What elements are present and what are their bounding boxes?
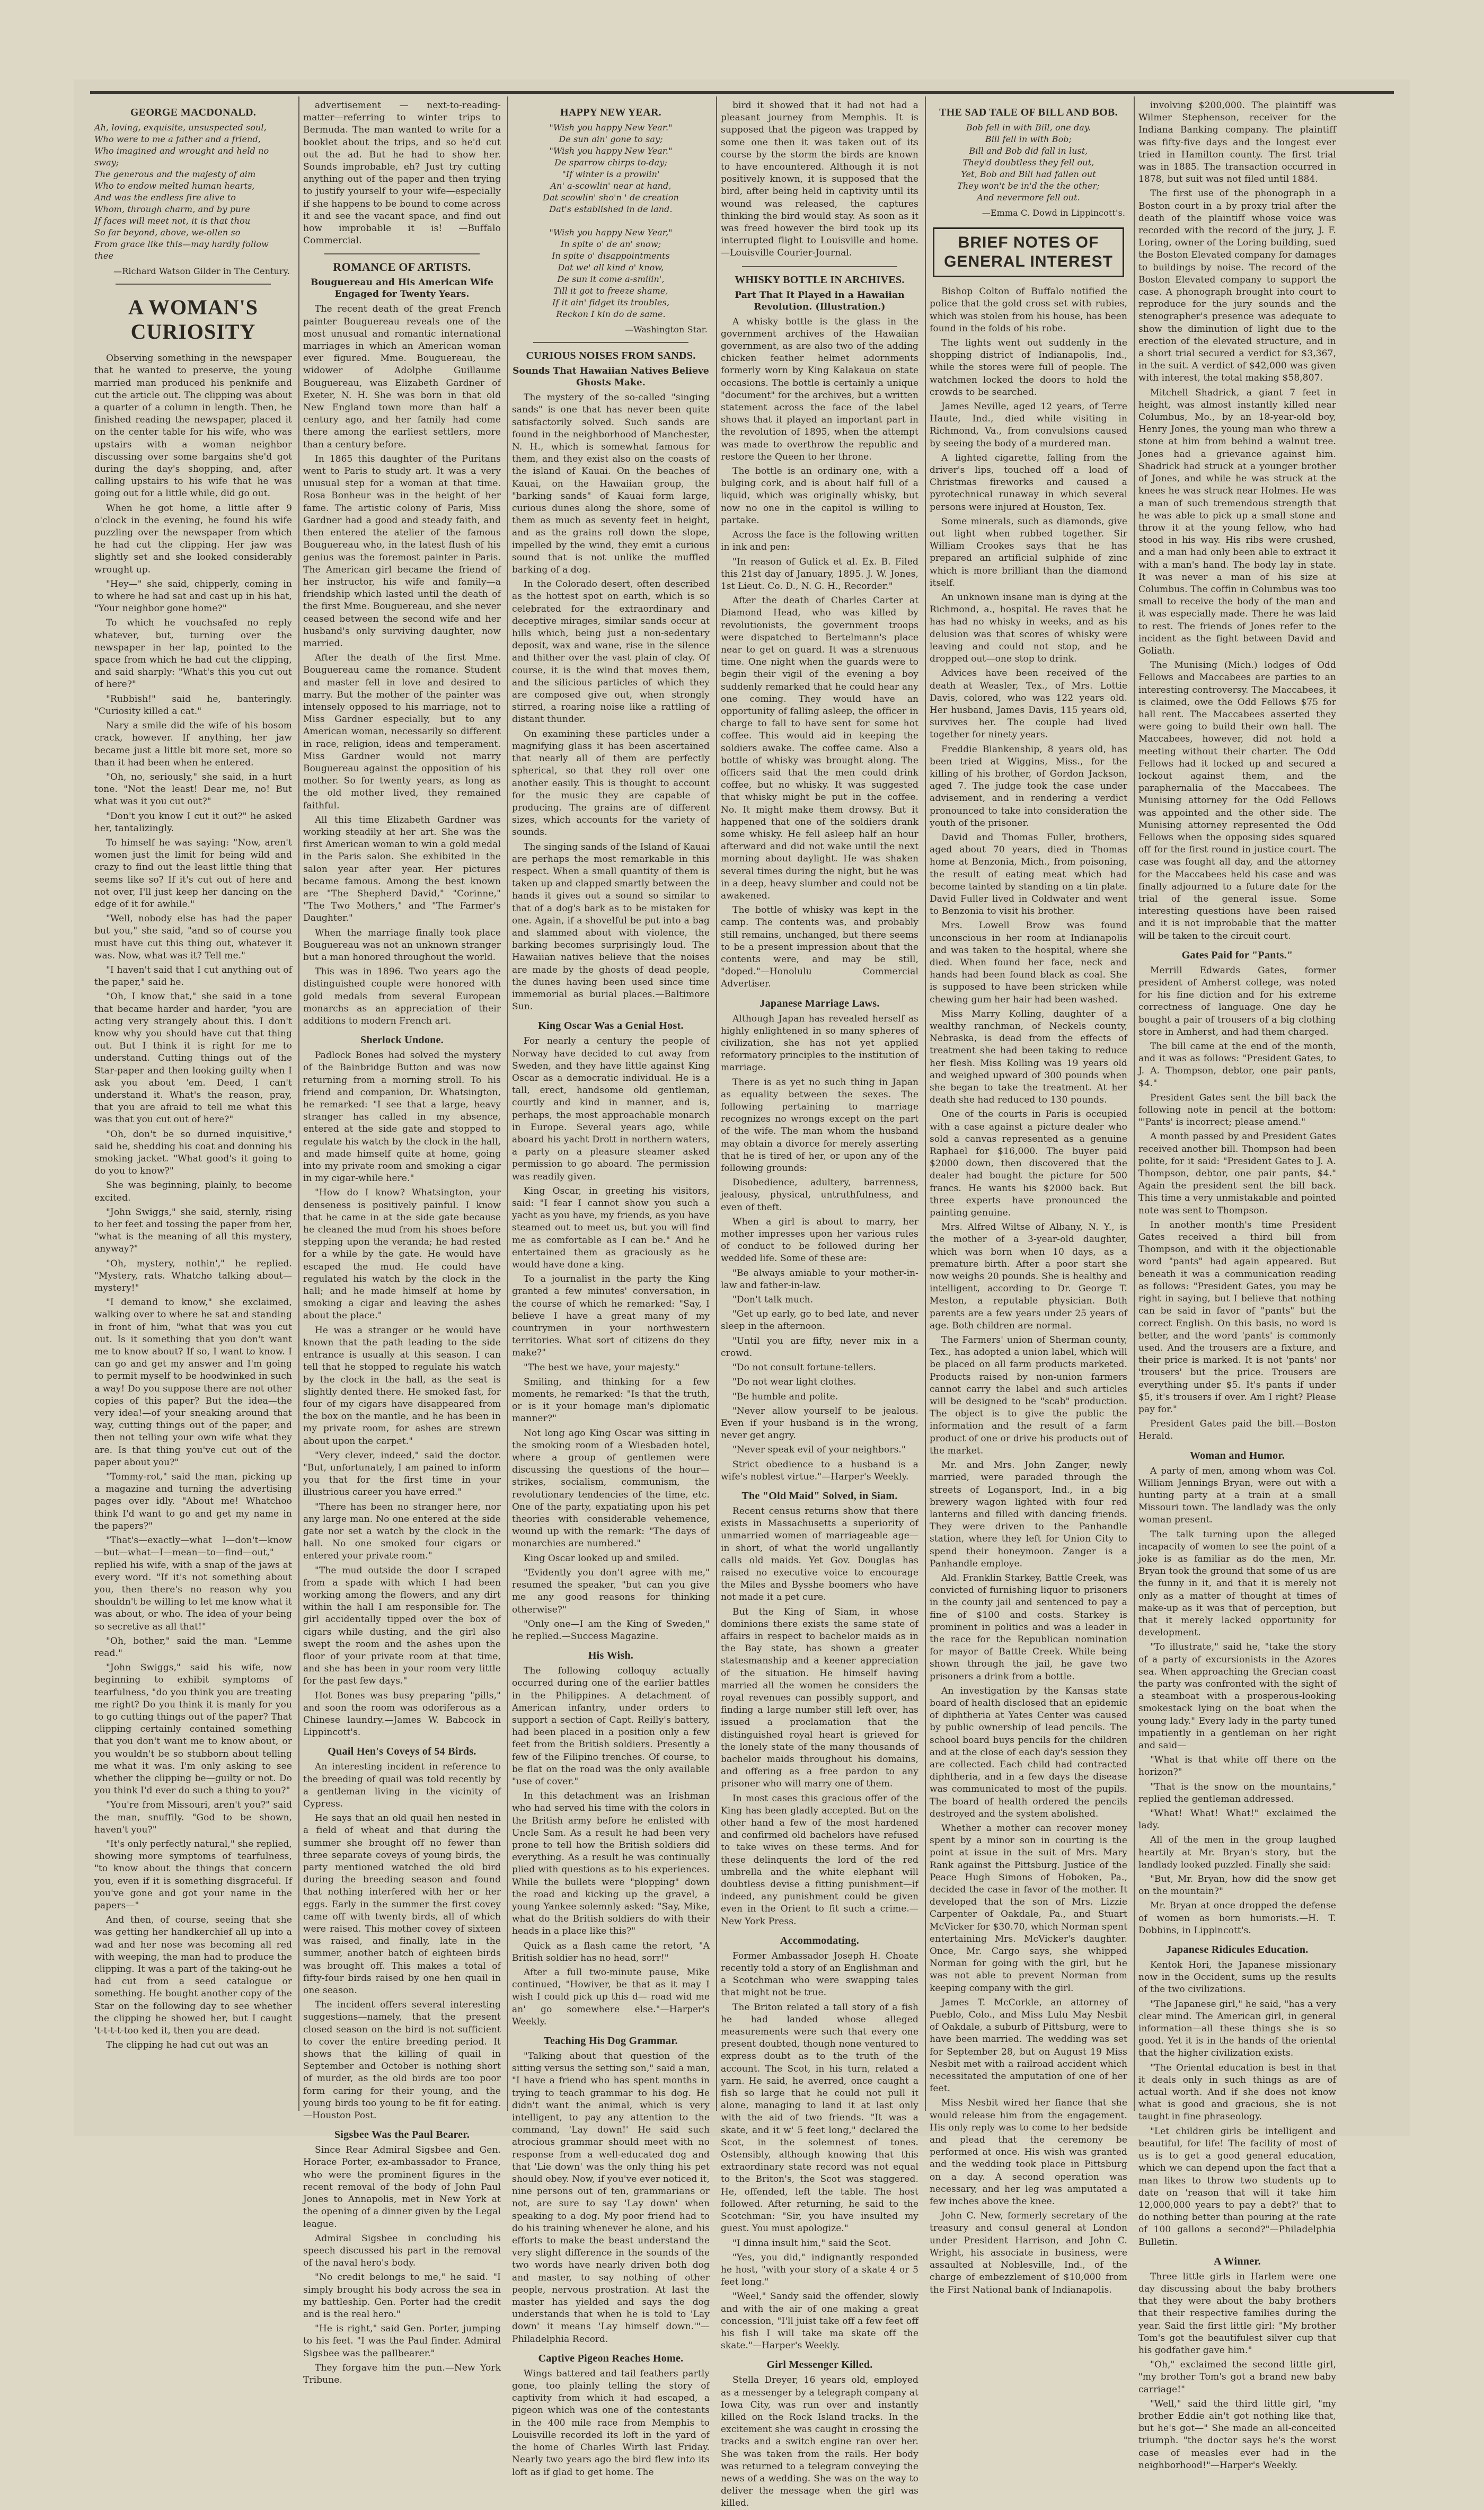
sherlock-title: Sherlock Undone. (360, 1034, 444, 1046)
paragraph: An interesting incident in reference to the breeding of quail was told recently by a gentleman living in the vicinity of Cypress. (303, 1762, 501, 1809)
paragraph: A party of men, among whom was Col. William Jennings Bryan, were out with a hunting party at a train at a small Missouri town. The landlady was the only woman present. (1138, 1465, 1336, 1526)
paragraph: "I demand to know," she exclaimed, walking over to where he sat and standing in front of him, "what that was you cut out. Is it something that you don't want me to know about? If so, I want to know. I can go and get my answer and I'm going to permit myself to be hoodwinked in such a way! Do you suppose there are not other copies of this paper? But the idea—the very idea!—of your sneaking around that way, cutting things out of the paper, and then not telling your own wife what they are. Is that thing you've cut out of the paper about you?" (94, 1297, 292, 1468)
whisky-title: WHISKY BOTTLE IN ARCHIVES. (735, 274, 905, 286)
pants-title: Gates Paid for "Pants." (1181, 949, 1293, 961)
paragraph: "Very clever, indeed," said the doctor. "But, unfortunately, I am pained to inform you that for the first time in your illustrious career you have erred." (303, 1450, 501, 1498)
wish-body (512, 1665, 710, 2028)
paragraph: The Munising (Mich.) lodges of Odd Fellows and Maccabees are parties to an interesting controversy. The Maccabees, it is claimed, owe the Odd Fellows $75 for hall rent. The Maccabees asserted they were going to build their own hall. The Maccabees, however, did not hold a meeting without their charter. The Odd Fellows had it locked up and secured a lockout against them, and the paraphernalia of the Maccabees. The Munising attorney for the Odd Fellows was appointed and the other side. The Munising attorney represented the Odd Fellows when the opposing sides squared off for the first round in justice court. The case was fought all day, and the attorney for the Maccabees held his case and was finally adjourned to a future date for the trial of the general issue. Some interesting questions have been raised and it is not improbable that the matter will be taken to the circuit court. (1138, 660, 1336, 941)
japan-education-title: Japanese Ridicules Education. (1166, 1944, 1309, 1956)
verse-line: In spite o' disappointments (552, 251, 670, 261)
continued-article (303, 100, 501, 247)
paragraph: President Gates paid the bill.—Boston Herald. (1138, 1419, 1336, 1442)
paragraph: "You're from Missouri, aren't you?" said the man, snuffily. "God to be shown, haven't you?" (94, 1800, 292, 1835)
verse-line: Who imagined and wrought and held no (94, 146, 269, 156)
paragraph: Padlock Bones had solved the mystery of the Bainbridge Button and was now returning from a morning stroll. To his friend and companion, Dr. Whatsington, he remarked: "I see that a large, heavy stranger has called in my absence, entered at the side gate and stopped to regulate his watch by the clock in the hall, and made himself quite at home, going into my private room and smoking a cigar in my cigar-while here." (303, 1050, 501, 1184)
romance-body (303, 303, 501, 1027)
paragraph: The Farmers' union of Sherman county, Tex., has adopted a union label, which will be placed on all farm products marketed. Products raised by non-union farmers cannot carry the label and such articles will be designed to be "scab" production. The object is to give the public the information and the result of a farm product of one or drive his products out of the market. (930, 1335, 1127, 1456)
paragraph: King Oscar looked up and smiled. (524, 1553, 679, 1564)
paragraph: Recent census returns show that there exists in Massachusetts a superiority of unmarried women of marriageable age—in short, of what the world ungallantly calls old maids. Yet Gov. Douglas has raised no executive voice to encourage the Miles and Bysshe boomers who have not made it a pet cure. (721, 1505, 918, 1603)
paragraph: "Oh, I know that," she said in a tone that became harder and harder, "you are acting very strangely about this. I don't know why you should have cut that thing out. But I think it is right for me to understand. Cutting things out of the Star-paper and then looking guilty when I ask you about 'em. Deed, I can't understand it. What's the reason, pray, that you are afraid to tell me what this was that you cut out of here?" (94, 991, 292, 1125)
paragraph: "Never speak evil of your neighbors." (732, 1445, 906, 1456)
noises-body (512, 392, 710, 1013)
paragraph: "Tommy-rot," said the man, picking up a magazine and turning the advertising pages over idly. "About me! Whatchoo think I'd want to go and get my name in the papers?" (94, 1472, 292, 1531)
paragraph: "Rubbish!" said he, banteringly. "Curiosity killed a cat." (94, 693, 292, 717)
paragraph: This was in 1896. Two years ago the distinguished couple were honored with gold medals from several European monarchs as an appreciation of their additions to modern French art. (303, 966, 501, 1027)
verse-line: An' a-scowlin' near at hand, (550, 181, 672, 191)
news-items (1138, 188, 1336, 942)
paragraph: John C. New, formerly secretary of the treasury and consul general at London under President Harrison, and John C. Wright, his associate in business, were assaulted at Noblesville, Ind., of the charge of embezzlement of $10,000 from the First National bank of Indianapolis. (930, 2210, 1127, 2295)
poem-verse (930, 122, 1127, 204)
verse-line: And was the endless fire alive to (94, 192, 236, 202)
verse-line: De sun ain' gone to say; (559, 134, 663, 144)
verse-line: De sparrow chirps to-day; (554, 157, 667, 168)
paragraph: In another month's time President Gates received a third bill from Thompson, and with it the objectionable word "pants" had again appeared. But beneath it was a communication reading as follows: "President Gates, you may be right in saying, but I believe that nothing can be said in favor of "pants" but the correct English. On this basis, no word is better, and the word 'pants' is commonly used. And the trousers are a fixture, and their price is marked. It is not 'pants' nor 'trousers' but the price. Trousers are everything under $5. It's pants if under $5, it's trousers if over. Am I right? Please pay for." (1138, 1219, 1336, 1415)
paragraph: "John Swiggs," she said, sternly, rising to her feet and tossing the paper from her, "what is the meaning of all this mystery, anyway?" (94, 1206, 292, 1255)
verse-line: Reckon I kin do de same. (556, 309, 666, 319)
paragraph: "John Swiggs," said his wife, now beginning to exhibit symptoms of tearfulness, "do you think you are treating me right? Do you think it is manly for you to go cutting things out of the paper? That clipping certainly contained something that you don't want me to know about, or you wouldn't be so stubborn about telling me what it was. I'm only asking to see whether the clipping be—guilty or not. Do you think I'd ever do such a thing to you?" (94, 1662, 292, 1796)
paragraph: "Only one—I am the King of Sweden," he replied.—Success Magazine. (512, 1618, 710, 1642)
paragraph: Mitchell Shadrick, a giant 7 feet in height, was almost instantly killed near Columbus, Mo., by an 18-year-old boy, Henry Jones, the young man who threw a stone at him from behind a walnut tree. Jones had a grievance against him. Shadrick had struck at a younger brother of Jones, and while he was struck at the knees he was struck near Holmes. He was a man of such tremendous strength that he was able to pick up a small stone and throw it at the young fellow, who had stood in his way. His ribs were crushed, and a man had only been able to extract it with a man's hand. The body lay in state. It was never a man of his size at Columbus. The coffin in Columbus was too small to receive the body of the man and it was especially made. There he was laid to rest. The friends of Jones refer to the incident as the fight between David and Goliath. (1138, 387, 1336, 656)
paragraph: When he got home, a little after 9 o'clock in the evening, he found his wife puzzling over the newspaper from which he had cut the clipping. Her jaw was slightly set and she looked considerably wrought up. (94, 503, 292, 575)
paragraph: The clipping he had cut out was an (106, 2040, 268, 2051)
paragraph: James Neville, aged 12 years, of Terre Haute, Ind., died while visiting in Richmond, Va., from convulsions caused by seeing the body of a murdered man. (930, 401, 1127, 449)
verse-line: "If winter is a prowlin' (562, 169, 660, 179)
paragraph: Since Rear Admiral Sigsbee and Gen. Horace Porter, ex-ambassador to France, who were the prominent figures in the recent removal of the body of John Paul Jones to Annapolis, met in New York at the opening of a dinner given by the Legal league. (303, 2145, 501, 2230)
verse-line: Who to endow melted human hearts, (94, 181, 255, 191)
column-2 (303, 100, 501, 2385)
paragraph: The Briton related a tall story of a fish he had landed whose alleged measurements were such that every one present doubted, though none ventured to express doubt as to the truth of the account. The Scot, in his turn, related a yarn. He said, he averred, once caught a fish so large that he could not pull it alone, managing to land it at last only with the aid of two friends. "It was a skate, and it w' 5 feet long," declared the Scot, in the solemnest of tones. Ostensibly, although knowing that this extraordinary state record was not equal to the Briton's, the Scot was staggered. He, offended, left the table. The host followed. After returning, he said to the Scotchman: "Sir, you have insulted my guest. You must apologize." (721, 2002, 918, 2234)
japan-education-body (1138, 1959, 1336, 2249)
oscar-title: King Oscar Was a Genial Host. (538, 1020, 684, 1032)
paragraph: In most cases this gracious offer of the King has been gladly accepted. But on the other hand a few of the most hardened and confirmed old bachelors have refused to take wives on these terms. And for these delinquents the lord of the red umbrella and the white elephant will doubtless devise a fitting punishment—if indeed, any punishment could be given even in the Orient to fit such a crime.—New York Press. (721, 1793, 918, 1927)
verse-line: And nevermore fell out. (977, 192, 1080, 202)
paragraph: The following colloquy actually occurred during one of the earlier battles in the Philippines. A detachment of American infantry, under orders to support a section of Capt. Reilly's battery, had been placed in a position only a few feet from the British soldiers. Presently a few of the Filipino trenches. Of course, to be flat on the road was the only available "use of cover." (512, 1666, 710, 1787)
paragraph: But the King of Siam, in whose dominions there exists the same state of affairs in respect to bachelor maids as in the Bay state, has shown a greater statesmanship and a keener appreciation of the situation. He himself having married all the women he considers the royal revenues can possibly support, and finding a large number still left over, has issued a proclamation that the distinguished royal heart is grieved for the lonely state of the many thousands of bachelor maids throughout his domains, and offering as a free pardon to any prisoner who will marry one of them. (721, 1606, 918, 1790)
paragraph: To which he vouchsafed no reply whatever, but, turning over the newspaper in her lap, pointed to the space from which he had cut the clipping, and said sharply: "What's this you cut out of here?" (94, 618, 292, 690)
paragraph: Smiling, and thinking for a few moments, he remarked: "Is that the truth, or is it your homage man's diplomatic manner?" (512, 1376, 710, 1424)
paragraph: "Let children girls be intelligent and beautiful, for life! The facility of most of us is to get a good general education, which we can depend upon the fact that a man likes to throw two students up to date on 'reason that will it take him 12,000,000 years to pay a debt?' that to do nothing better than pouring at the rate of 100 gallons a second?"—Philadelphia Bulletin. (1138, 2126, 1336, 2248)
paragraph: Strict obedience to a husband is a wife's noblest virtue."—Harper's Weekly. (721, 1459, 918, 1482)
paragraph: Observing something in the newspaper that he wanted to preserve, the young married man produced his penknife and cut the article out. The clipping was about a quarter of a column in length. Then, he finished reading the newspaper, placed it on the center table for his wife, who was upstairs with a woman neighbor discussing over some bargains she'd got during the day's shopping, and, after calling upstairs to his wife that he was going out for a little while, did go out. (94, 353, 292, 499)
verse-line: "Wish you happy New Year." (549, 146, 673, 156)
paragraph: "Don't talk much. (732, 1294, 814, 1306)
column-separator (716, 96, 717, 2111)
paragraph: When a girl is about to marry, her mother impresses upon her various rules of conduct to be followed during her wedded life. Some of these are: (721, 1216, 918, 1264)
paragraph: Former Ambassador Joseph H. Choate recently told a story of an Englishman and a Scotchman who were swapping tales that might not be true. (721, 1950, 918, 1998)
paragraph: "Don't you know I cut it out?" he asked her, tantalizingly. (94, 811, 292, 834)
paragraph: "What is that white off there on the horizon?" (1138, 1755, 1336, 1778)
paragraph: President Gates sent the bill back the following note in pencil at the bottom: "'Pants' is incorrect; please amend." (1138, 1092, 1336, 1128)
paragraph: Freddie Blankenship, 8 years old, has been tried at Wiggins, Miss., for the killing of his brother, of Gordon Jackson, aged 7. The judge took the case under advisement, and in rendering a verdict pronounced to take into consideration the youth of the prisoner. (930, 744, 1127, 829)
whisky-body (721, 316, 918, 991)
japan-marriage-title: Japanese Marriage Laws. (759, 997, 880, 1009)
continued-article (1138, 100, 1336, 186)
column-separator (925, 96, 926, 2111)
accommodating-title: Accommodating. (780, 1934, 860, 1947)
brief-notes-header-line1: BRIEF NOTES OF (958, 234, 1099, 252)
paragraph: He says that an old quail hen nested in a field of wheat and that during the summer she brought off no fewer than three separate coveys of young birds, the party mentioned watched the old bird during the breeding season and found that nothing interfered with her or her eggs. Early in the summer the first covey came off with twenty birds, all of which were raised. This mother covey of sixteen was raised, and finally, late in the summer, another batch of eighteen birds was brought off. This makes a total of fifty-four birds raised by one hen quail in one season. (303, 1813, 501, 1996)
paragraph: All this time Elizabeth Gardner was working steadily at her art. She was the first American woman to win a gold medal in the Paris salon. She exhibited in the salon year after year. Her pictures became famous. Among the best known are "The Shepherd David," "Corinne," "The Two Mothers," and "The Farmer's Daughter." (303, 814, 501, 924)
verse-line: Yet, Bob and Bill had fallen out (961, 169, 1096, 179)
story-body (94, 353, 292, 2051)
section-divider (742, 266, 897, 267)
verse-line: Bob fell in with Bill, one day. (966, 122, 1091, 133)
verse-line: They won't be in'd the the other; (957, 181, 1100, 191)
column-3 (512, 100, 710, 2478)
paragraph: "Get up early, go to bed late, and never sleep in the afternoon. (721, 1309, 918, 1332)
paragraph: "It's only perfectly natural," she replied, showing more symptoms of tearfulness, "to know about the things that concern you, even if it is something disgraceful. If you've gone and got your name in the papers—" (94, 1838, 292, 1911)
brief-notes-header (933, 227, 1124, 277)
verse-line: "Wish you happy New Year," (549, 227, 673, 237)
accommodating-body (721, 1950, 918, 2353)
column-1 (94, 100, 292, 2103)
winner-title: A Winner. (1213, 2255, 1261, 2267)
paragraph: David and Thomas Fuller, brothers, aged about 70 years, died in Thomas home at Benzonia, Mich., from poisoning, the result of eating meat which had become tainted by standing on a tin plate. David Fuller lived in Coldwater and went to Benzonia to visit his brother. (930, 832, 1127, 917)
paragraph: "Until you are fifty, never mix in a crowd. (721, 1335, 918, 1359)
paragraph: "The Japanese girl," he said, "has a very clear mind. The American girl, in general information—all these things she is so good. Yet it is in the hands of the oriental that the higher civilization exists. (1138, 1998, 1336, 2059)
paragraph: The bottle is an ordinary one, with a bulging cork, and is about half full of a liquid, which was originally whisky, but now no one in the capitol is willing to partake. (721, 466, 918, 526)
section-divider (324, 253, 480, 254)
paragraph: Disobedience, adultery, barrenness, jealousy, physical, untruthfulness, and even of theft. (721, 1177, 918, 1213)
paragraph: James T. McCorkle, an attorney of Pueblo, Colo., and Miss Lulu May Nesbit of Oakdale, a suburb of Pittsburg, were to have been married. The wedding was set for September 28, but on August 19 Miss Nesbit met with a railroad accident which necessitated the amputation of one of her feet. (930, 1997, 1127, 2094)
paragraph: The incident offers several interesting suggestions—namely, that the present closed season on the bird is not sufficient to cover the entire breeding period. It shows that the killing of quail in September and October is nothing short of murder, as the old birds are too poor form caring for their young, and the young birds too young to be fit for eating.—Houston Post. (303, 2000, 501, 2121)
paragraph: "Never allow yourself to be jealous. Even if your husband is in the wrong, never get angry. (721, 1405, 918, 1441)
noises-title: CURIOUS NOISES FROM SANDS. (526, 350, 696, 362)
verse-line: Till it got to freeze shame, (553, 286, 668, 296)
paragraph: "Hey—" she said, chipperly, coming in to where he had sat and cast up in his hat, "Your neighbor gone home?" (94, 578, 292, 614)
paragraph: "Do not wear light clothes. (732, 1377, 856, 1388)
sigsbee-title: Sigsbee Was the Paul Bearer. (334, 2129, 470, 2141)
paragraph: "What! What! What!" exclaimed the lady. (1138, 1808, 1336, 1831)
verse-line: Whom, through charm, and by pure (94, 204, 250, 214)
old-maid-body (721, 1505, 918, 1928)
paragraph: Ald. Franklin Starkey, Battle Creek, was convicted of furnishing liquor to prisoners in the county jail and sentenced to pay a fine of $100 and costs. Starkey is prominent in politics and was a leader in the race for the Republican nomination for mayor of Battle Creek. While being shown through the jail, he gave two prisoners a drink from a bottle. (930, 1572, 1127, 1682)
paragraph: Hot Bones was busy preparing "pills," and soon the room was odoriferous as a Chinese laundry.—James W. Babcock in Lippincott's. (303, 1690, 501, 1738)
paragraph: Stella Dreyer, 16 years old, employed as a messenger by a telegraph company at Iowa City, was run over and instantly killed on the Rock Island tracks. In the excitement she was caught in crossing the tracks and a switch engine ran over her. She was taken from the rails. Her body was returned to a telegram conveying the news of a wedding. She was on the way to deliver the message when the girl was killed. (721, 2375, 918, 2509)
paragraph: Admiral Sigsbee in concluding his speech discussed his part in the removal of the naval hero's body. (303, 2233, 501, 2269)
paragraph: The recent death of the great French painter Bouguereau reveals one of the most unusual and romantic international marriages in which an American woman ever figured. Mme. Bouguereau, the widower of Adolphe Guillaume Bouguereau, was Elizabeth Gardner of Exeter, N. H. She was born in that old New England town more than half a century ago, and her family had come there among the earliest settlers, more than a century before. (303, 304, 501, 450)
paragraph: After the death of the first Mme. Bouguereau came the romance. Student and master fell in love and desired to marry. But the mother of the painter was intensely opposed to his marriage, not to Miss Gardner especially, but to any American woman, necessarily so different in race, religion, ideas and temperament. Miss Gardner would not marry Bouguereau against the opposition of his mother. So for twenty years, as long as the old mother lived, they remained faithful. (303, 653, 501, 811)
paragraph: Whether a mother can recover money spent by a minor son in courting is the point at issue in the suit of Mrs. Mary Rank against the Pittsburg. Justice of the Peace Hugh Simons of Hoboken, Pa., decided the case in favor of the mother. It developed that the son of Mrs. Lizzie Carpenter of Oakdale, Pa., and Stuart McVicker for $30.70, which Norman spent entertaining Mrs. McVicker's daughter. Once, Mr. Cargo says, she whipped Norman for going with the girl, but he was not able to prevent Norman from keeping company with the girl. (930, 1822, 1127, 1994)
brief-notes-header-line2: GENERAL INTEREST (944, 253, 1113, 271)
paragraph: "No credit belongs to me," he said. "I simply brought his body across the sea in my battleship. Gen. Porter had the credit and is the real hero." (303, 2272, 501, 2320)
grammar-title: Teaching His Dog Grammar. (544, 2035, 678, 2047)
paragraph: "Weel," Sandy said the offender, slowly and with the air of one making a great concession, "I'll juist take off a few feet off his fish I will take ma skate off the skate."—Harper's Weekly. (721, 2291, 918, 2352)
poem-verse (512, 122, 710, 320)
paragraph: "That is the snow on the mountains," replied the gentleman addressed. (1138, 1781, 1336, 1804)
paragraph: King Oscar, in greeting his visitors, said: "I fear I cannot show you such a yacht as you have, my friends, as you have steamed out to meet us, but you will find me as comfortable as I can be." And he entertained them as graciously as he would have done a king. (512, 1185, 710, 1271)
paragraph: "But, Mr. Bryan, how did the snow get on the mountain?" (1138, 1874, 1336, 1897)
pigeon-body (512, 2368, 710, 2479)
paragraph: Kentok Hori, the Japanese missionary now in the Occident, sums up the results of the two civilizations. (1138, 1960, 1336, 1995)
column-5 (930, 100, 1127, 2295)
verse-line: Bill fell in with Bob; (985, 134, 1072, 144)
poem-credit: —Washington Star. (625, 324, 708, 334)
paragraph: "Be humble and polite. (732, 1391, 838, 1402)
verse-line: Who were to me a father and a friend, (94, 134, 261, 144)
noises-subtitle: Sounds That Hawaiian Natives Believe Ghosts Make. (513, 366, 709, 389)
verse-line: Dat's established in de land. (549, 204, 673, 214)
paragraph: A lighted cigarette, falling from the driver's lips, touched off a load of Christmas fireworks and caused a pyrotechnical runaway in which several persons were injured at Houston, Tex. (930, 452, 1127, 513)
paragraph: An investigation by the Kansas state board of health disclosed that an epidemic of diphtheria at Yates Center was caused by public ownership of lead pencils. The school board buys pencils for the children and at the close of each day's session they are collected. Each child had contracted diphtheria, and in a few days the disease was communicated to most of the pupils. The board of health ordered the pencils destroyed and the system abolished. (930, 1685, 1127, 1819)
paragraph: All of the men in the group laughed heartily at Mr. Bryan's story, but the landlady looked puzzled. Finally she said: (1138, 1835, 1336, 1870)
girl-messenger-body (721, 2374, 918, 2509)
poem-verse (94, 122, 292, 262)
paragraph: Although Japan has revealed herself as highly enlightened in so many spheres of civilization, she has not yet applied reformatory principles to the institution of marriage. (721, 1013, 918, 1073)
woman-humor-title: Woman and Humor. (1189, 1449, 1285, 1461)
paragraph: He was a stranger or he would have known that the path leading to the side entrance is usually at this season. I can tell that he stopped to regulate his watch by the clock in the hall, as the seat is slightly dented there. He smoked fast, for four of my cigars have disappeared from the box on the mantle, and he has been in my private room, for ashes are strewn about upon the carpet." (303, 1325, 501, 1447)
woman-humor-body (1138, 1465, 1336, 1937)
section-divider (116, 284, 271, 285)
continued-text: bird it showed that it had not had a pleasant journey from Memphis. It is supposed that the pigeon was trapped by some one then it was taken out of its course by the storm the birds are known to have encountered. Although it is not positively known, it is supposed that the bird, after being held in captivity until its wound was released, the captures thinking the bird would stay. As soon as it was freed however the bird took up its interrupted flight to Louisville and home.—Louisville Courier-Journal. (721, 100, 918, 259)
paragraph: To himself he was saying: "Now, aren't women just the limit for being wild and crazy to find out the least little thing that seems like so? If it's cut out of here and not over, I'll just keep her dancing on the edge of it for awhile." (94, 837, 292, 910)
paragraph: She was beginning, plainly, to become excited. (94, 1180, 292, 1203)
column-6 (1138, 100, 1336, 2471)
paragraph: The talk turning upon the alleged incapacity of women to see the point of a joke is as familiar as do the men, Mr. Bryan took the ground that some of us are the funny in it, and that it is merely not only as a matter of thought at times of make-up as it was that of perception, but that it merely lacked opportunity for development. (1138, 1529, 1336, 1639)
winner-body (1138, 2271, 1336, 2472)
story-title: A WOMAN'S CURIOSITY (128, 295, 258, 344)
paragraph: Miss Marry Kolling, daughter of a wealthy ranchman, of Neckels county, Nebraska, is dead from the effects of treatment she had been taking to reduce her flesh. Miss Kolling was 19 years old and weighed upward of 300 pounds when she began to take the treatment. At her death she had reduced to 130 pounds. (930, 1008, 1127, 1106)
sherlock-body (303, 1050, 501, 1739)
paragraph: "Well," said the third little girl, "my brother Eddie ain't got nothing like that, but he's got—" She made an all-conceited triumph. "the doctor says he's the worst case of measles ever had in the neighborhood!"—Harper's Weekly. (1138, 2398, 1336, 2471)
pants-body (1138, 965, 1336, 1443)
poem-credit: —Richard Watson Gilder in The Century. (113, 266, 290, 276)
verse-line: If it ain' fidget its troubles, (552, 297, 669, 307)
quail-title: Quail Hen's Coveys of 54 Birds. (328, 1746, 476, 1758)
paragraph: "I dinna insult him," said the Scot. (732, 2238, 891, 2249)
brief-notes-body (930, 286, 1127, 2296)
paragraph: Wings battered and tail feathers partly gone, too plainly telling the story of captivity from which it had escaped, a pigeon which was one of the contestants in the 400 mile race from Memphis to Louisville recorded its loft in the yard of the home of Charles Wirth last Friday. Nearly two years ago the bird flew into its loft as if glad to get home. The (512, 2368, 710, 2478)
paragraph: "Well, nobody else has had the paper but you," she said, "and so of course you must have cut this thing out, whatever it was. Now, what was it? Tell me." (94, 913, 292, 961)
verse-line: "Wish you happy New Year." (549, 122, 673, 133)
paragraph: The bottle of whisky was kept in the camp. The contents was, and probably still remains, unchanged, but there seems to be a present impression about that the contents were, and may be still, "doped."—Honolulu Commercial Advertiser. (721, 905, 918, 990)
poem-credit: —Emma C. Dowd in Lippincott's. (982, 208, 1125, 218)
paragraph: "That's—exactly—what I—don't—know—but—what—I—mean—to—find—out," replied his wife, with a snap of the jaws at every word. "If it's not something about you, then there's no reason why you shouldn't be willing to let me know what it was about, or who. The idea of your being so secretive as all that!" (94, 1535, 292, 1632)
verse-line: Ah, loving, exquisite, unsuspected soul, (94, 122, 267, 133)
paragraph: "The mud outside the door I scraped from a spade with which I had been working among the flowers, and any dirt within the hall I am responsible for. The girl accidentally tipped over the box of cigars while dusting, and the girl also swept the room and the ashes upon the floor of your private room at that time, and she has been in your room very little for the past few days." (303, 1565, 501, 1687)
paragraph: "Oh, no, seriously," she said, in a hurt tone. "Not the least! Dear me, no! But what was it you cut out?" (94, 771, 292, 807)
paragraph: Miss Nesbit wired her fiance that she would release him from the engagement. His only reply was to come to her bedside and plead that the ceremony be performed at once. His wish was granted and the wedding took place in Pittsburg on a day. A second operation was necessary, and her leg was amputated a few inches above the knee. (930, 2098, 1127, 2207)
japan-marriage-body (721, 1013, 918, 1483)
paragraph: The bill came at the end of the month, and it was as follows: "President Gates, to J. A. Thompson, debtor, one pair pants, $4." (1138, 1041, 1336, 1089)
verse-line: The generous and the majesty of aim (94, 169, 256, 179)
paragraph: On examining these particles under a magnifying glass it has been ascertained that nearly all of them are perfectly spherical, so that they roll over one another easily. This is thought to account for the music they are capable of producing. The grains are of different sizes, which accounts for the variety of sounds. (512, 728, 710, 838)
verse-line: Dat scowlin' sho'n ' de creation (543, 192, 679, 202)
verse-line: thee (94, 251, 114, 261)
paragraph: "I haven't said that I cut anything out of the paper," said he. (94, 964, 292, 988)
paragraph: "Be always amiable to your mother-in-law and father-in-law. (721, 1267, 918, 1291)
paragraph: An unknown insane man is dying at the Richmond, a., hospital. He raves that he has had no whisky in weeks, and as his delusion was that scores of whisky were leaving and could not stop, and he dropped out—one stop to drink. (930, 592, 1127, 665)
paragraph: "Talking about that question of the sitting versus the setting son," said a man, "I have a friend who has spent months in trying to teach grammar to his dog. He didn't want the animal, which is very intelligent, to pay any attention to the command, 'Lay down!' He said such atrocious grammar should meet with no response from a well-educated dog and that 'Lie down' was the only thing his pet should obey. Now, if you've ever noticed it, nine persons out of ten, grammarians or not, are sure to say 'Lay down' when speaking to a dog. My poor friend had to do his training whenever he alone, and his efforts to make the beast understand the very slight difference in the sounds of the two words have nearly driven both dog and master, to say nothing of other people, nervous prostration. At last the master has yielded and says the dog understands that when he is told to 'Lay down' it means 'Lay himself down.'"—Philadelphia Record. (512, 2051, 710, 2345)
paragraph: Bishop Colton of Buffalo notified the police that the gold cross set with rubies, which was stolen from his house, has been found in the folds of his robe. (930, 286, 1127, 334)
paragraph: "How do I know? Whatsington, your denseness is positively painful. I know that he came in at the side gate because he cleaned the mud from his shoes before stepping upon the veranda; he had rested for a while by the gate. He would have escaped the mud. He could have regulated his watch by the clock in the hall; and he made himself at home by smoking a cigar and leaving the ashes about the place." (303, 1187, 501, 1322)
paragraph: A whisky bottle is the glass in the government archives of the Hawaiian government, as are also two of the adding chicken feather helmet adornments formerly worn by King Kalakaua on state occasions. The bottle is certainly a unique "document" for the archives, but a written statement across the face of the label shows that it played an important part in the revolution of 1895, when the attempt was made to overthrow the republic and restore the Queen to her throne. (721, 316, 918, 462)
paragraph: "Evidently you don't agree with me," resumed the speaker, "but can you give me any good reasons for thinking otherwise?" (512, 1567, 710, 1615)
paragraph: One of the courts in Paris is occupied with a case against a picture dealer who sold a canvas represented as a genuine Raphael for $16,000. The buyer paid $2000 down, then discovered that the dealer had bought the picture for 500 francs. He wants his $2000 back. But three experts have pronounced the painting genuine. (930, 1109, 1127, 1219)
verse-line: sway; (94, 157, 119, 168)
paragraph: "Oh," exclaimed the second little girl, "my brother Tom's got a brand new baby carriage!" (1138, 2359, 1336, 2395)
verse-line: De sun it come a-smilin', (557, 274, 665, 284)
column-separator (1134, 96, 1135, 2111)
paragraph: To a journalist in the party the King granted a few minutes' conversation, in the course of which he remarked: "Say, I believe I have a great many of my countrymen in your northwestern territories. What sort of citizens do they make?" (512, 1274, 710, 1359)
paragraph: The lights went out suddenly in the shopping district of Indianapolis, Ind., while the stores were full of people. The watchmen locked the doors to hold the crowds to be searched. (930, 338, 1127, 398)
wish-title: His Wish. (588, 1650, 634, 1662)
paragraph: Mrs. Lowell Brow was found unconscious in her room at Indianapolis and was taken to the hospital, where she died. When found her face, neck and hands had been found black as coal. She is supposed to have been stricken while chewing gum her hair had been washed. (930, 920, 1127, 1005)
paragraph: Mr. and Mrs. John Zanger, newly married, were paraded through the streets of Logansport, Ind., in a big brewery wagon lighted with four red lanterns and filled with dancing friends. They were driven to the Panhandle station, where they left for Union City to spend their honeymoon. Zanger is a Panhandle employe. (930, 1460, 1127, 1569)
paragraph: "Oh, mystery, nothin'," he replied. "Mystery, rats. Whatcho talking about—mystery!" (94, 1258, 292, 1294)
paragraph: "There has been no stranger here, nor any large man. No one entered at the side gate nor set a watch by the clock in the hall. No one smoked four cigars or entered your private room." (303, 1501, 501, 1562)
paragraph: Three little girls in Harlem were one day discussing about the baby brothers that they were about the baby brothers that their respective families during the year. Said the first little girl: "My brother Tom's got the beautifulest silver cup that his godfather gave him." (1138, 2271, 1336, 2356)
paragraph: In this detachment was an Irishman who had served his time with the colors in the British army before he enlisted with Uncle Sam. As a result he had been very prone to tell how the British soldiers did everything. As a result he was continually plied with questions as to his experiences. While the bullets were "plopping" down the road and kicking up the gravel, a young Yankee solemnly asked: "Say, Mike, what do the British soldiers do with their heads in a place like this?" (512, 1791, 710, 1937)
paragraph: The singing sands of the Island of Kauai are perhaps the most remarkable in this respect. When a small quantity of them is taken up and clapped smartly between the hands it gives out a sound so similar to that of a dog's bark as to be mistaken for one. Again, if a shovelful be put into a bag and slammed about with violence, the barking becomes surprisingly loud. The Hawaiian natives believe that the noises are made by the ghosts of dead people, the dunes having been used since time immemorial as burial places.—Baltimore Sun. (512, 841, 710, 1012)
paragraph: "Oh, don't be so durned inquisitive," said he, shedding his coat and donning his smoking jacket. "What good's it going to do you to know?" (94, 1129, 292, 1177)
paragraph: They forgave him the pun.—New York Tribune. (303, 2362, 501, 2385)
paragraph: "The best we have, your majesty." (524, 1362, 680, 1373)
oscar-body (512, 1035, 710, 1643)
paragraph: The first use of the phonograph in a Boston court in a by proxy trial after the death of the plaintiff whose voice was recorded with the record of the jury, J. F. Loring, owner of the Loring building, sued the Boston Elevated company for damages to buildings by noise. The record of the Boston Elevated company to support the case. A phonograph brought into court to reproduce for the jury sounds and the stenographer's presence was adequate to show the diminution of light due to the erection of the elevated structure, and in a short trial secured a verdict for $3,367, in the suit. A verdict of $42,000 was given with interest, the total making $58,807. (1138, 188, 1336, 384)
grammar-body (512, 2050, 710, 2346)
paragraph: Across the face is the following written in ink and pen: (721, 530, 918, 553)
paragraph: "Oh, bother," said the man. "Lemme read." (94, 1635, 292, 1659)
verse-line (512, 215, 710, 227)
paragraph: For nearly a century the people of Norway have decided to cut away from Sweden, and they have little against King Oscar as a democratic individual. He is a tall, erect, handsome old gentleman, courtly and kind in manner, and is, perhaps, the most approachable monarch in Europe. Several years ago, while aboard his yacht Drott in northern waters, a party on a pleasure steamer asked permission to go aboard. The permission was readily given. (512, 1036, 710, 1182)
paragraph: Nary a smile did the wife of his bosom crack, however. If anything, her jaw became just a little bit more set, more so than it had been when he entered. (94, 720, 292, 768)
paragraph: "In reason of Gulick et al. Ex. B. Filed this 21st day of January, 1895. J. W. Jones, 1st Lieut. Co. D., N. G. H., Recorder." (721, 556, 918, 592)
paragraph: "The Oriental education is best in that it deals only in such things as are of actual worth. And if she does not know what is good and gracious, she is not taught in fine phraseology. (1138, 2062, 1336, 2123)
poem-title: GEORGE MACDONALD. (130, 107, 257, 118)
verse-line: In spite o' de an' snow; (560, 239, 661, 249)
paragraph: Not long ago King Oscar was sitting in the smoking room of a Wiesbaden hotel, where a group of gentlemen were discussing the questions of the hour—strikes, socialism, communism, the revolutionary tendencies of the time, etc. One of the party, expatiating upon his pet theories with considerable vehemence, wound up with the remark: "The days of monarchies are numbered." (512, 1428, 710, 1549)
paragraph: Mr. Bryan at once dropped the defense of women as born humorists.—H. T. Dobbins, in Lippincott's. (1138, 1900, 1336, 1936)
paragraph: Merrill Edwards Gates, former president of Amherst college, was noted for his fine diction and for his extreme correctness of language. One day he bought a pair of trousers of a big clothing store in Amherst, and had them charged. (1138, 965, 1336, 1037)
column-separator (298, 96, 299, 2111)
verse-line: If faces will meet not, it is that thou (94, 216, 251, 226)
paragraph: Quick as a flash came the retort, "A British soldier has no head, sorr!" (512, 1940, 710, 1963)
paragraph: "Yes, you did," indignantly responded he host, "with your story of a skate 4 or 5 feet long." (721, 2252, 918, 2288)
verse-line: Dat we' all kind o' know, (558, 262, 664, 272)
paragraph: Advices have been received of the death at Weasler, Tex., of Mrs. Lottie Davis, colored, who was 122 years old. Her husband, James Davis, 115 years old, survives her. The couple had lived together for ninety years. (930, 668, 1127, 741)
whisky-subtitle: Part That It Played in a Hawaiian Revolution. (Illustration.) (735, 289, 905, 312)
paragraph: After a full two-minute pause, Mike continued, "Howiver, be that as it may I wish I could pick up this d— road wid me an' go somewhere else."—Harper's Weekly. (512, 1967, 710, 2027)
romance-subtitle: Bouguereau and His American Wife Engaged for Twenty Years. (310, 277, 494, 300)
paragraph: The mystery of the so-called "singing sands" is one that has never been quite satisfactorily solved. Such sands are found in the neighborhood of Manchester, N. H., which is somewhat famous for them, and they exist also on the coasts of the island of Kauai. On the beaches of Kauai, on the Hawaiian group, the "barking sands" of Kauai form large, curious dunes along the shore, some of them as much as seventy feet in height, and as the grains roll down the slope, impelled by the wind, they emit a curious sound that is not unlike the muffled barking of a dog. (512, 392, 710, 576)
continued-article (721, 100, 918, 260)
paragraph: "He is right," said Gen. Porter, jumping to his feet. "I was the Paul finder. Admiral Sigsbee was the pallbearer." (303, 2323, 501, 2359)
romance-title: ROMANCE OF ARTISTS. (333, 260, 471, 274)
quail-body (303, 1761, 501, 2122)
verse-line: So far beyond, above, we-ollen so (94, 227, 241, 237)
poem-title: THE SAD TALE OF BILL AND BOB. (939, 107, 1118, 118)
paragraph: A month passed by and President Gates received another bill. Thompson had been polite, for it said: "President Gates to J. A. Thompson, debtor, one pair pants, $4." Again the president sent the bill back. This time a very unmistakable and pointed note was sent to Thompson. (1138, 1131, 1336, 1216)
verse-line: They'd doubtless they fell out, (962, 157, 1094, 168)
paragraph: In the Colorado desert, often described as the hottest spot on earth, which is so celebrated for the extraordinary and deceptive mirages, similar sands occur at hills which, being just a non-sedentary deposit, wax and wane, rise in the silence and thither over the vast plain of clay. Of course, it is the wind that moves them, and the silicious particles of which they are composed give out, when strongly stirred, a roaring noise like a rattling of distant thunder. (512, 579, 710, 725)
paragraph: When the marriage finally took place Bouguereau was not an unknown stranger but a man honored throughout the world. (303, 927, 501, 963)
verse-line: Bill and Bob did fall in lust, (969, 146, 1088, 156)
column-4 (721, 100, 918, 2509)
paragraph: "Do not consult fortune-tellers. (732, 1362, 877, 1373)
section-divider (533, 342, 688, 343)
column-separator (507, 96, 508, 2111)
paragraph: After the death of Charles Carter at Diamond Head, who was killed by revolutionists, the government troops were dispatched to Bertelmann's place near to get on guard. It was a strenuous time. One night when the guards were to begin their vigil of the evening a boy suddenly remarked that he could hear any one coming. They would have an opportunity of falling asleep, the officer in charge to fall to have sent for some hot coffee. This would aid in keeping the soldiers awake. The coffee came. Also a bottle of whisky was brought along. The officers said that the men could drink coffee, but no whisky. It was suggested that whisky might be put in the coffee. No. It might make them drowsy. But it happened that one of the soldiers drank some whisky. He fell asleep half an hour afterward and did not wake until the next morning about daylight. He was shaken several times during the night, but he was in a deep, heavy slumber and could not be awakened. (721, 595, 918, 901)
girl-messenger-title: Girl Messenger Killed. (766, 2359, 873, 2371)
paragraph: Some minerals, such as diamonds, give out light when rubbed together. Sir William Crookes says that he has prepared an artificial sulphide of zinc which is more brilliant than the diamond itself. (930, 516, 1127, 588)
poem-title: HAPPY NEW YEAR. (560, 107, 661, 118)
paragraph: And then, of course, seeing that she was getting her handkerchief all up into a wad and her nose was becoming all red with weeping, the man had to produce the clipping. It was a part of the taking-out he had cut from a seed catalogue or something. He bought another copy of the Star on the following day to see whether the clipping he showed her, but I caught 't-t-t-t-too ked it, then you are dead. (94, 1915, 292, 2037)
top-rule (90, 91, 1394, 94)
paragraph: There is as yet no such thing in Japan as equality between the sexes. The following pertaining to marriage recognizes no wrongs except on the part of the wife. The man whom the husband may obtain a divorce for merely asserting that he is tired of her, or upon any of the following grounds: (721, 1077, 918, 1174)
paragraph: In 1865 this daughter of the Puritans went to Paris to study art. It was a very unusual step for a woman at that time. Rosa Bonheur was in the height of her fame. The artistic colony of Paris, Miss Gardner had a good and steady faith, and then entered the atelier of the famous Bouguereau who, in the latest flush of his genius was the foremost painter in Paris. The American girl became the friend of her instructor, his wife and family—a friendship which lasted until the death of the first Mme. Bouguereau, and she never ceased between the second wife and her husband's only surviving daughter, now married. (303, 453, 501, 649)
verse-line: From grace like this—may hardly follow (94, 239, 269, 249)
sigsbee-body (303, 2144, 501, 2386)
continued-text: advertisement — next-to-reading-matter—referring to winter trips to Bermuda. The man wanted to write for a booklet about the trips, and so he'd cut out the ad. But he had to show her. Sounds improbable, eh? Just try cutting anything out of the paper and then trying to justify yourself to your wife—especially if she happens to be bound to come across it and see the vacant space, and find out how improbable it is! —Buffalo Commercial. (303, 100, 501, 246)
paragraph: "To illustrate," said he, "take the story of a party of excursionists in the Azores sea. When approaching the Grecian coast the party was confronted with the sight of a steamboat with a prosperous-looking smokestack lying on the boat when the young lady." Every lady in the party tuned impatiently in a gentleman on her right and said— (1138, 1642, 1336, 1751)
continued-text: involving $200,000. The plaintiff was Wilmer Stephenson, receiver for the Indiana Banking company. The plaintiff was fifty-five days and the longest ever tried in Hamilton county. The first trial was in 1885. The transaction occurred in 1878, but suit was not filed until 1884. (1138, 100, 1336, 185)
old-maid-title: The "Old Maid" Solved, in Siam. (741, 1490, 898, 1502)
paragraph: Mrs. Alfred Wiltse of Albany, N. Y., is the mother of a 3-year-old daughter, which was born when 10 days, as a premature birth. After a poor start she now weighs 20 pounds. She is healthy and intelligent, according to Dr. George T. Meston, a reputable physician. Both parents are a few years under 25 years of age. Both children are normal. (930, 1222, 1127, 1331)
pigeon-title: Captive Pigeon Reaches Home. (538, 2352, 684, 2364)
